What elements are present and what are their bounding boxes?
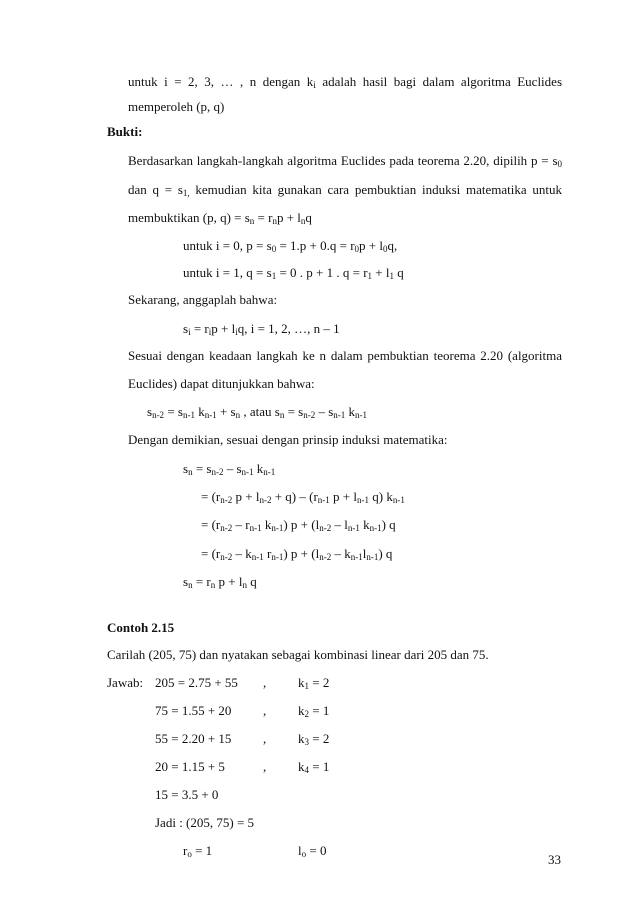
bukti-p1-line-1: Berdasarkan langkah-langkah algoritma Euclides pada teorema 2.20, dipilih $p = s_0$ [128, 153, 562, 169]
bukti-p2-equation: $s_{n-2} = s_{n-1}$ $k_{n-1} + s_n$ , atau $s_n = s_{n-2} - s_{n-1}$ $k_{n-1}$ [147, 404, 368, 420]
intro-line-2: memperoleh (p, q) [128, 99, 225, 114]
example-heading: Contoh 2.15 [107, 620, 175, 635]
step-quotient: $k_1 = 2$ [298, 675, 330, 691]
example-question: Carilah (205, 75) dan nyatakan sebagai kombinasi linear dari 205 dan 75. [107, 647, 489, 662]
bukti-p2-line-2: Euclides) dapat ditunjukkan bahwa: [128, 376, 315, 391]
bukti-p1-line-2: dan $q = s_{1,}$ kemudian kita gunakan cara pembuktian induksi matematika untuk [128, 182, 562, 198]
page-number: 33 [548, 852, 561, 867]
bukti-p3: Dengan demikian, sesuai dengan prinsip induksi matematika: [128, 432, 448, 447]
derivation-line-1: $s_n = s_{n-2} - s_{n-1}$ $k_{n-1}$ [183, 461, 276, 477]
step-separator: , [263, 675, 267, 690]
r-value: $r_o = 1$ [183, 843, 213, 859]
step-separator: , [263, 703, 267, 718]
answer-label: Jawab: [107, 675, 144, 690]
intro-line-1: untuk i = 2, 3, … , n dengan $k_i$ adalah hasil bagi dalam algoritma Euclides [128, 74, 562, 90]
derivation-line-2: = ($r_{n-2}$ $p + l_{n-2} + q) - (r_{n-1}$ $p + l_{n-1}$ q) $k_{n-1}$ [201, 489, 405, 505]
step-quotient: $k_2 = 1$ [298, 703, 330, 719]
assumption-equation: $s_i = r_ip + l_iq$, i = 1, 2, …, n – 1 [183, 321, 340, 337]
bukti-p1-line-3: membuktikan (p, $q) = s_n = r_np + l_nq$ [128, 210, 312, 226]
step-quotient: $k_4 = 1$ [298, 759, 330, 775]
gcd-result: Jadi : (205, 75) = 5 [155, 815, 255, 830]
step-equation: 20 = 1.15 + 5 [155, 759, 225, 774]
bukti-heading: Bukti: [107, 124, 143, 139]
base-case-0: untuk i = 0, $p = s_0 = 1.p + 0.q = r_0p + l_0q$, [183, 238, 398, 254]
base-case-1: untuk i = 1, $q = s_1 = 0$ . p + 1 . $q = r_1 + l_1$ q [183, 265, 404, 281]
assumption-text: Sekarang, anggaplah bahwa: [128, 292, 278, 307]
step-equation: 15 = 3.5 + 0 [155, 787, 219, 802]
step-quotient: $k_3 = 2$ [298, 731, 330, 747]
step-equation: 75 = 1.55 + 20 [155, 703, 232, 718]
l-value: $l_o = 0$ [298, 843, 327, 859]
step-equation: 205 = 2.75 + 55 [155, 675, 238, 690]
derivation-line-3: = ($r_{n-2} - r_{n-1}$ $k_{n-1}$) $p + (l_{n-2} - l_{n-1}$ $k_{n-1}$) q [201, 517, 396, 533]
derivation-line-5: $s_n = r_n$ $p + l_n$ q [183, 574, 257, 590]
bukti-p2-line-1: Sesuai dengan keadaan langkah ke n dalam pembuktian teorema 2.20 (algoritma [128, 348, 562, 363]
step-separator: , [263, 759, 267, 774]
step-separator: , [263, 731, 267, 746]
derivation-line-4: = ($r_{n-2} - k_{n-1}$ $r_{n-1}$) $p + (l_{n-2} - k_{n-1}l_{n-1})$ q [201, 546, 393, 562]
step-equation: 55 = 2.20 + 15 [155, 731, 232, 746]
